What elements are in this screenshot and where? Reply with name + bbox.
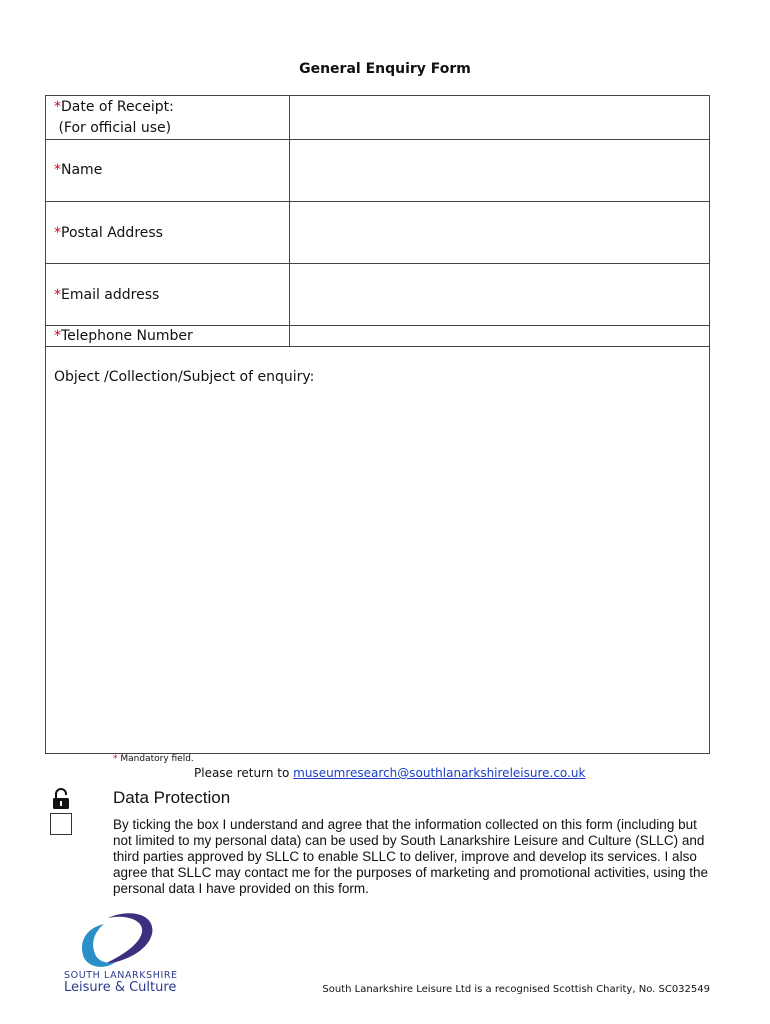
logo-line1: SOUTH LANARKSHIRE [64,970,178,981]
name-label [46,140,290,202]
mandatory-note-text: Mandatory field. [120,754,194,764]
required-marker: * [54,162,61,178]
date-of-receipt-field[interactable] [290,96,710,140]
postal-address-label-text: Postal Address [61,225,163,241]
return-prefix: Please return to [194,766,290,780]
date-of-receipt-label [46,96,290,140]
enquiry-textarea[interactable] [46,347,710,754]
return-instructions [194,766,585,780]
email-label [46,264,290,326]
email-row [46,264,710,326]
required-marker: * [54,99,61,115]
required-marker: * [54,225,61,241]
postal-address-field[interactable] [290,202,710,264]
enquiry-form-table [45,95,710,754]
charity-footer: South Lanarkshire Leisure Ltd is a recognised Scottish Charity, No. SC032549 [322,984,710,995]
enquiry-row [46,347,710,754]
telephone-label-text: Telephone Number [61,328,193,344]
postal-address-label [46,202,290,264]
name-row [46,140,710,202]
postal-address-row [46,202,710,264]
email-label-text: Email address [61,287,160,303]
telephone-field[interactable] [290,326,710,347]
required-marker: * [54,328,61,344]
name-field[interactable] [290,140,710,202]
form-title: General Enquiry Form [299,61,471,77]
official-use-text: (For official use) [58,120,172,136]
required-marker: * [54,287,61,303]
telephone-label [46,326,290,347]
mandatory-note [113,754,194,764]
return-email-link[interactable]: museumresearch@southlanarkshireleisure.co.uk [293,766,586,780]
date-of-receipt-row [46,96,710,140]
name-label-text: Name [61,162,103,178]
consent-checkbox[interactable] [50,813,72,835]
lock-icon [52,788,70,810]
logo-line2: Leisure & Culture [64,980,177,995]
data-protection-heading: Data Protection [113,788,231,807]
telephone-row [46,326,710,347]
enquiry-label: Object /Collection/Subject of enquiry: [54,369,315,385]
data-protection-text: By ticking the box I understand and agree that the information collected on this form (including but not limited to my personal data) can be used by South Lanarkshire Leisure and Culture (SLLC) and third parties approved by SLLC to enable SLLC to deliver, improve and develop its services. I also agree that SLLC may contact me for the purposes of marketing and promotional activities, using the personal data I have provided on this form. [113,817,709,896]
required-marker: * [113,754,118,764]
date-label-text: Date of Receipt: [61,99,174,115]
email-field[interactable] [290,264,710,326]
